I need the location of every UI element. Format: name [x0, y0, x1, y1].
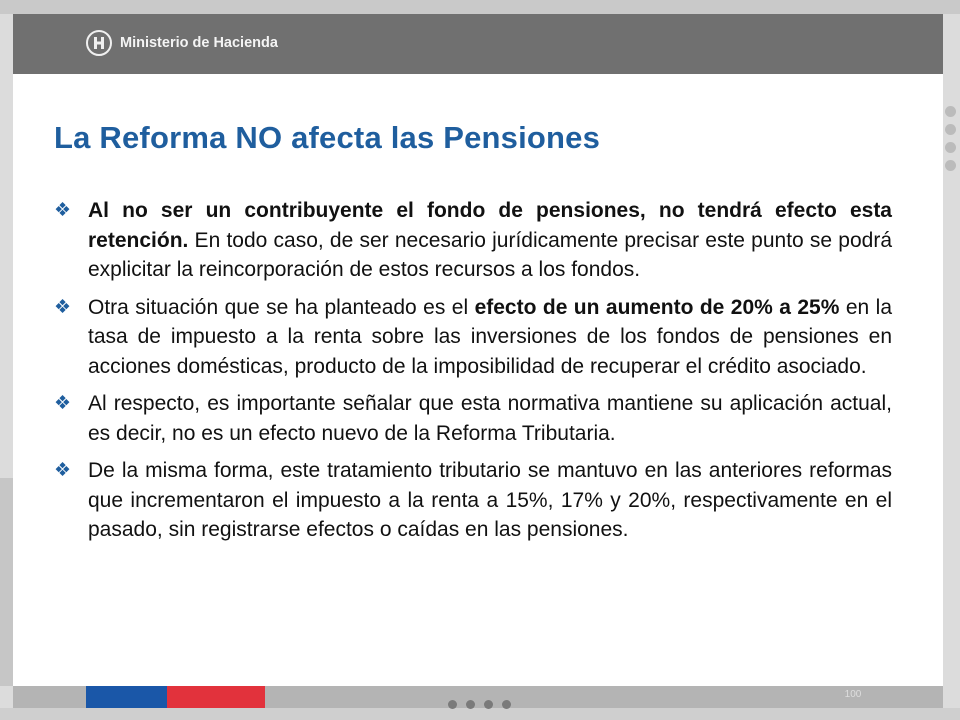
ministry-seal-icon [86, 30, 112, 56]
bullet-regular-text: En todo caso, de ser necesario jurídicamente precisar este punto se podrá explicitar la reincorporación de estos recursos a los fondos. [88, 228, 892, 281]
bullet-item [54, 389, 892, 448]
left-side-tab [0, 478, 13, 686]
bullet-regular-text: Al respecto, es importante señalar que esta normativa mantiene su aplicación actual, es decir, no es un efecto nuevo de la Reforma Tributaria. [88, 392, 892, 445]
diamond-bullet-icon: ❖ [54, 460, 72, 481]
flag-red-stripe [167, 686, 265, 708]
bullet-list [54, 196, 892, 553]
flag-blue-stripe [86, 686, 167, 708]
diamond-bullet-icon: ❖ [54, 296, 72, 318]
top-bar [0, 0, 960, 14]
side-dots-decoration [943, 106, 960, 176]
bullet-text [88, 389, 892, 448]
bullet-regular-text: De la misma forma, este tratamiento tributario se mantuvo en las anteriores reformas que incrementaron el impuesto a la renta a 15%, 17% y 20%, respectivamente en el pasado, sin registrarse efectos o caídas en las pensiones. [88, 459, 892, 541]
diamond-bullet-icon: ❖ [54, 393, 72, 414]
ministry-logo [86, 30, 278, 56]
footer-dots-decoration [448, 700, 518, 710]
bullet-item [54, 456, 892, 545]
bullet-item [54, 293, 892, 382]
bullet-bold-text: Al no ser un contribuyente el fondo de pensiones, no tendrá efecto esta retención. [88, 199, 892, 252]
bullet-item [54, 196, 892, 285]
bullet-text [88, 456, 892, 545]
diamond-bullet-icon: ❖ [54, 200, 72, 221]
page-number: 100 [844, 689, 862, 700]
ministry-name: Ministerio de Hacienda [120, 35, 278, 51]
slide-title: La Reforma NO afecta las Pensiones [54, 120, 601, 155]
bullet-regular-text: en la tasa de impuesto a la renta sobre las inversiones de los fondos de pensiones en acciones domésticas, producto de la imposibilidad de recuperar el crédito asociado. [88, 295, 892, 378]
bullet-bold-text: efecto de un aumento de 20% a 25% [474, 295, 840, 319]
bullet-regular-text: Otra situación que se ha planteado es el [88, 295, 475, 319]
bullet-text [88, 293, 892, 382]
bullet-text [88, 196, 892, 285]
